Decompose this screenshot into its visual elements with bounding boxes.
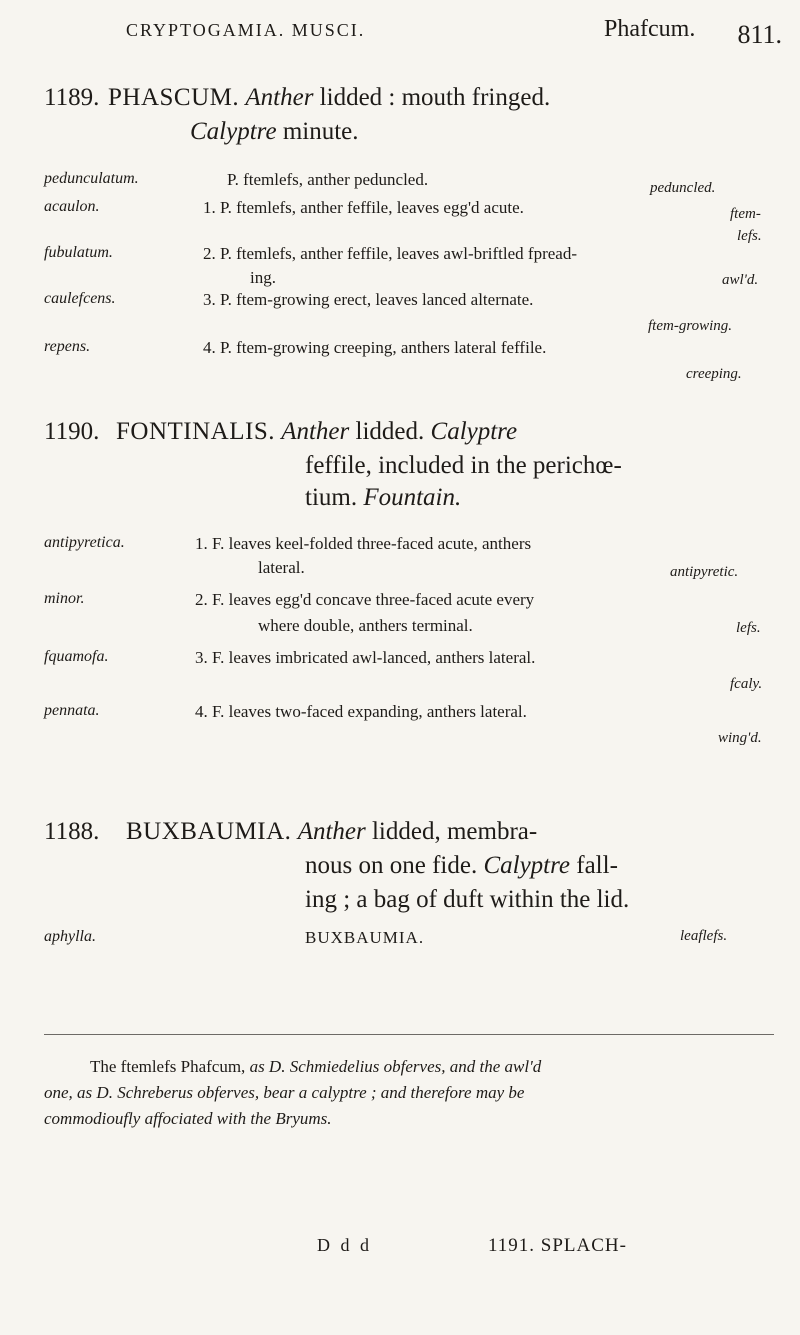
species-name: minor. bbox=[44, 590, 85, 607]
species-description: 3. F. leaves imbricated awl-lanced, anthers lateral. bbox=[195, 648, 536, 667]
footnote-text: as D. Schmiedelius obferves, and the awl'd bbox=[249, 1057, 542, 1076]
character-text: minute. bbox=[282, 118, 359, 145]
species-description-cont: lateral. bbox=[258, 558, 305, 577]
english-genus-name: Fountain. bbox=[363, 484, 462, 511]
divider-rule bbox=[44, 1034, 774, 1035]
character-term: Calyptre bbox=[430, 418, 518, 445]
species-name: caulefcens. bbox=[44, 290, 116, 307]
species-description: P. ftemlefs, anther peduncled. bbox=[227, 170, 429, 189]
english-name: ftem-growing. bbox=[648, 318, 733, 334]
genus-number: 1190. bbox=[44, 418, 100, 445]
species-name: pennata. bbox=[44, 702, 100, 719]
species-name: fubulatum. bbox=[44, 244, 113, 261]
footnote-text: commodioufly affociated with the Bryums. bbox=[44, 1109, 332, 1128]
character-text: lidded. bbox=[355, 418, 425, 445]
species-description: 1. P. ftemlefs, anther feffile, leaves egg'd acute. bbox=[203, 198, 524, 217]
running-head-genus: Phafcum. bbox=[604, 16, 696, 42]
species-description: 3. P. ftem-growing erect, leaves lanced alternate. bbox=[203, 290, 534, 309]
genus-heading bbox=[108, 84, 550, 112]
genus-heading bbox=[116, 418, 517, 446]
character-text: fall- bbox=[576, 852, 618, 879]
genus-character-line bbox=[190, 118, 359, 146]
species-name: aphylla. bbox=[44, 928, 96, 945]
species-name: acaulon. bbox=[44, 198, 100, 215]
english-name: wing'd. bbox=[718, 730, 762, 746]
species-description: BUXBAUMIA. bbox=[305, 928, 425, 947]
english-name: fcaly. bbox=[730, 676, 763, 692]
genus-character-line bbox=[305, 484, 461, 512]
character-text: lidded, membra- bbox=[371, 818, 538, 845]
species-name: pedunculatum. bbox=[44, 170, 139, 187]
signature-mark: D d d bbox=[317, 1235, 372, 1255]
species-description: 4. F. leaves two-faced expanding, anthers lateral. bbox=[195, 702, 527, 721]
english-name: creeping. bbox=[686, 366, 742, 382]
species-name: repens. bbox=[44, 338, 91, 355]
species-name: antipyretica. bbox=[44, 534, 125, 551]
character-term: Calyptre bbox=[190, 118, 277, 145]
footnote-text: The ftemlefs Phafcum, bbox=[90, 1057, 246, 1076]
english-name: antipyretic. bbox=[670, 564, 739, 580]
genus-character-line bbox=[305, 852, 618, 880]
character-text: tium. bbox=[305, 484, 358, 511]
species-description-cont: where double, anthers terminal. bbox=[258, 616, 473, 635]
footnote-text: one, as D. Schreberus obferves, bear a calyptre ; and therefore may be bbox=[44, 1083, 525, 1102]
species-description: 1. F. leaves keel-folded three-faced acute, anthers bbox=[195, 534, 532, 553]
genus-number: 1189. bbox=[44, 84, 100, 111]
genus-number: 1188. bbox=[44, 818, 100, 845]
english-name: lefs. bbox=[736, 620, 761, 636]
english-name: leaflefs. bbox=[680, 928, 728, 944]
genus-name: BUXBAUMIA. bbox=[126, 818, 292, 845]
english-name: awl'd. bbox=[722, 272, 759, 288]
english-name: ftem- bbox=[730, 206, 761, 222]
character-term: Anther bbox=[297, 818, 366, 845]
species-name: fquamofa. bbox=[44, 648, 109, 665]
species-description: 2. F. leaves egg'd concave three-faced acute every bbox=[195, 590, 535, 609]
character-term: Anther bbox=[245, 84, 314, 111]
species-description: 2. P. ftemlefs, anther feffile, leaves awl-briftled fpread- bbox=[203, 244, 577, 263]
genus-heading bbox=[126, 818, 537, 846]
running-head-class: CRYPTOGAMIA. MUSCI. bbox=[126, 20, 366, 40]
english-name: lefs. bbox=[737, 228, 762, 244]
genus-name: PHASCUM. bbox=[108, 84, 240, 111]
genus-character-line: feffile, included in the perichœ- bbox=[305, 452, 622, 479]
running-head bbox=[126, 12, 782, 52]
footnote bbox=[44, 1054, 784, 1132]
english-name: peduncled. bbox=[650, 180, 716, 196]
genus-character-line: ing ; a bag of duft within the lid. bbox=[305, 886, 630, 913]
character-text: nous on one fide. bbox=[305, 852, 478, 879]
character-term: Anther bbox=[281, 418, 350, 445]
character-term: Calyptre bbox=[483, 852, 571, 879]
genus-name: FONTINALIS. bbox=[116, 418, 275, 445]
species-description-cont: ing. bbox=[250, 268, 276, 287]
page-number: 811. bbox=[737, 20, 782, 49]
catchword: 1191. SPLACH- bbox=[488, 1235, 627, 1256]
character-text: lidded : mouth fringed. bbox=[319, 84, 551, 111]
species-description: 4. P. ftem-growing creeping, anthers lateral feffile. bbox=[203, 338, 547, 357]
